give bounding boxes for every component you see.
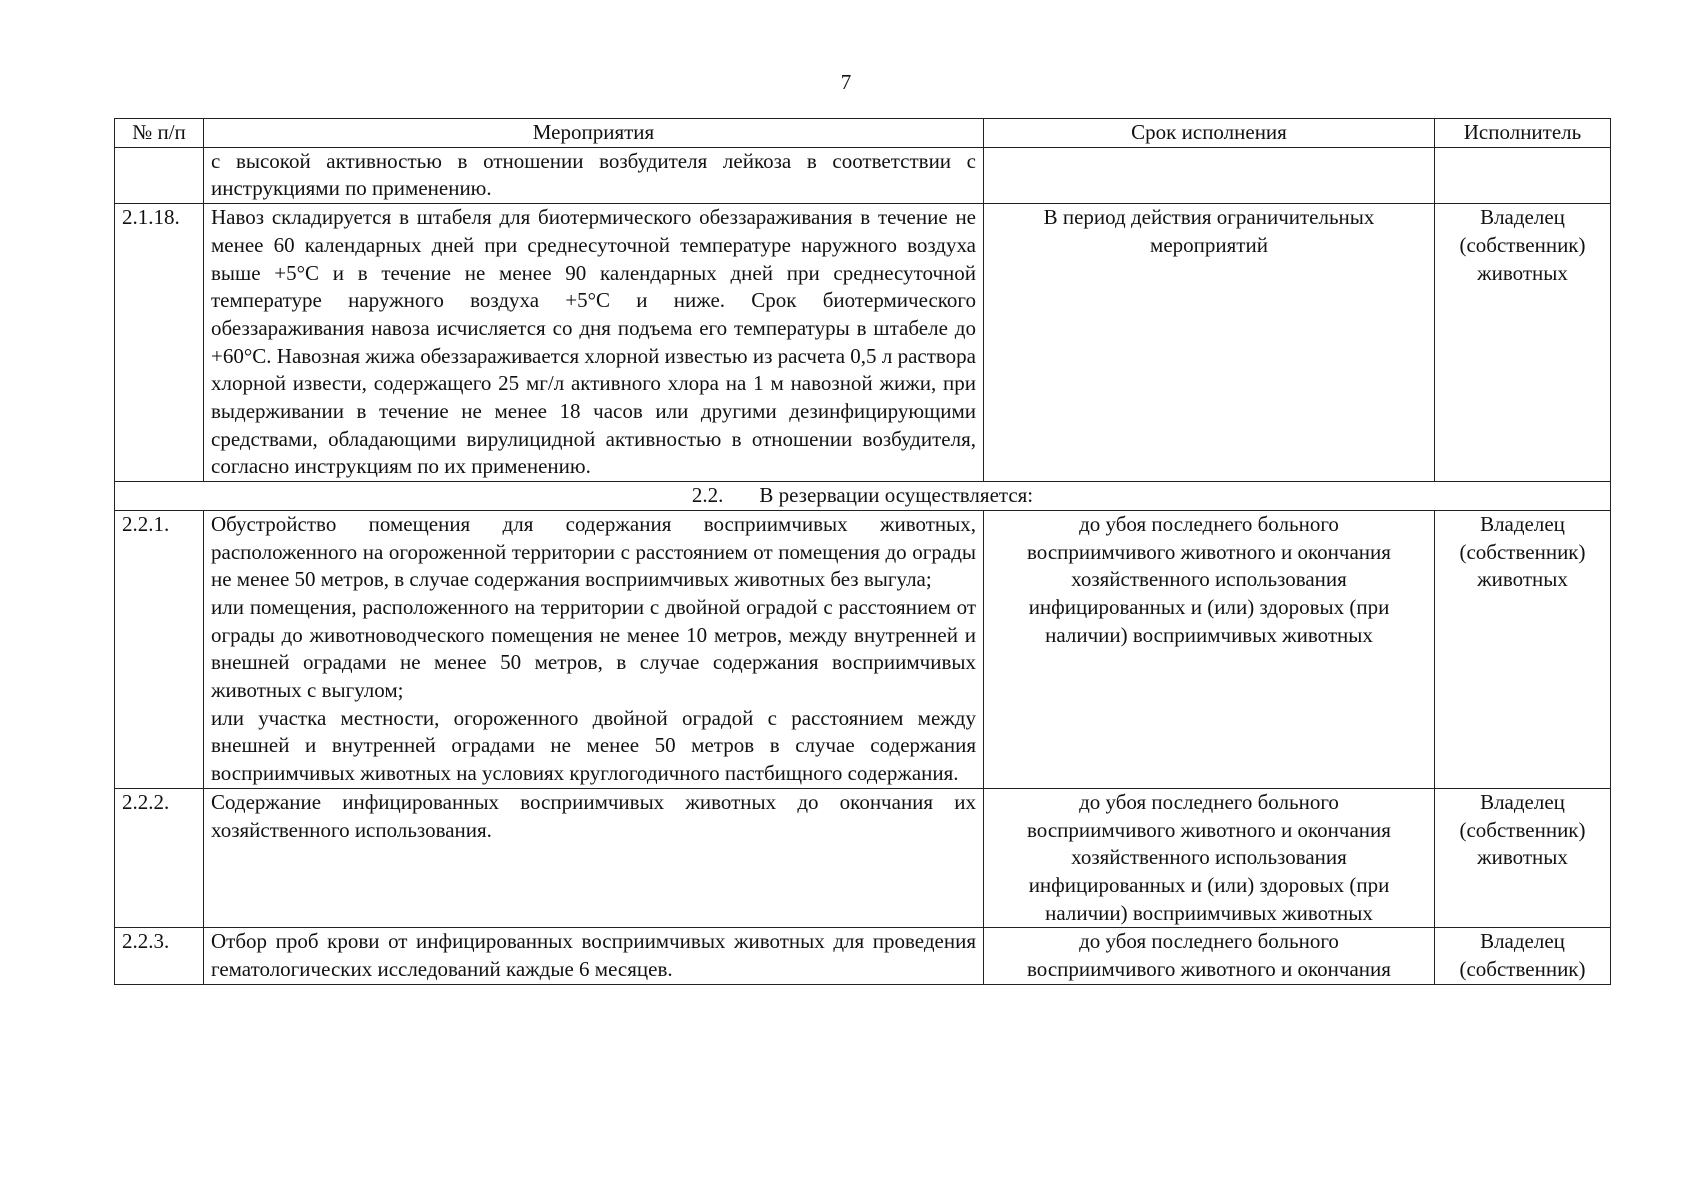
table-row bbox=[115, 928, 1611, 984]
row-activity bbox=[204, 510, 984, 788]
table-row bbox=[115, 510, 1611, 788]
executor-line: животных bbox=[1477, 260, 1568, 285]
executor-line: (собственник) bbox=[1459, 539, 1586, 564]
row-term bbox=[984, 204, 1435, 482]
row-num: 2.1.18. bbox=[115, 204, 204, 482]
executor-line: (собственник) bbox=[1459, 817, 1586, 842]
term-line: восприимчивого животного и окончания bbox=[1027, 539, 1391, 564]
activity-paragraph: или участка местности, огороженного двойной оградой с расстоянием между внешней и внутренней оградами не менее 50 метров в случае содержания восприимчивых животных на условиях круглогодичного пастбищного содержания. bbox=[211, 705, 976, 786]
row-term bbox=[984, 928, 1435, 984]
row-executor bbox=[1435, 510, 1611, 788]
term-line: наличии) восприимчивых животных bbox=[1045, 900, 1373, 925]
executor-line: Владелец bbox=[1480, 789, 1565, 814]
term-line: инфицированных и (или) здоровых (при bbox=[1028, 594, 1390, 619]
measures-table bbox=[114, 118, 1611, 985]
row-activity: Содержание инфицированных восприимчивых животных до окончания их хозяйственного использования. bbox=[204, 788, 984, 928]
executor-line: животных bbox=[1477, 845, 1568, 870]
executor-line: (собственник) bbox=[1459, 957, 1586, 982]
executor-line: Владелец bbox=[1480, 929, 1565, 954]
executor-line: Владелец bbox=[1480, 511, 1565, 536]
term-line: В период действия ограничительных bbox=[1043, 205, 1375, 230]
row-activity: Отбор проб крови от инфицированных восприимчивых животных для проведения гематологических исследований каждые 6 месяцев. bbox=[204, 928, 984, 984]
term-line: мероприятий bbox=[1150, 232, 1268, 257]
section-row bbox=[115, 482, 1611, 511]
row-term bbox=[984, 510, 1435, 788]
term-line: хозяйственного использования bbox=[1071, 567, 1347, 592]
section-heading bbox=[115, 482, 1611, 511]
row-num: 2.2.2. bbox=[115, 788, 204, 928]
term-line: восприимчивого животного и окончания bbox=[1027, 817, 1391, 842]
section-num: 2.2. bbox=[691, 483, 724, 508]
table-header-row bbox=[115, 119, 1611, 148]
header-term: Срок исполнения bbox=[984, 119, 1435, 148]
row-term-cell bbox=[984, 147, 1435, 203]
row-activity: с высокой активностью в отношении возбудителя лейкоза в соответствии с инструкциями по применению. bbox=[204, 147, 984, 203]
executor-line: Владелец bbox=[1480, 205, 1565, 230]
header-executor: Исполнитель bbox=[1435, 119, 1611, 148]
term-line: наличии) восприимчивых животных bbox=[1045, 622, 1373, 647]
term-line: до убоя последнего больного bbox=[1079, 789, 1339, 814]
row-num: 2.2.1. bbox=[115, 510, 204, 788]
activity-paragraph: Обустройство помещения для содержания восприимчивых животных, расположенного на огороженной территории с расстоянием от помещения до ограды не менее 50 метров, в случае содержания восприимчивых животных без выгула; bbox=[211, 511, 976, 592]
header-activity: Мероприятия bbox=[204, 119, 984, 148]
row-executor bbox=[1435, 788, 1611, 928]
activity-paragraph: или помещения, расположенного на территории с двойной оградой с расстоянием от ограды до животноводческого помещения не менее 10 метров, между внутренней и внешней оградами не менее 50 метров, в случае содержания восприимчивых животных с выгулом; bbox=[211, 594, 976, 703]
table-row bbox=[115, 204, 1611, 482]
row-num: 2.2.3. bbox=[115, 928, 204, 984]
header-num: № п/п bbox=[115, 119, 204, 148]
executor-line: животных bbox=[1477, 567, 1568, 592]
term-line: инфицированных и (или) здоровых (при bbox=[1028, 872, 1390, 897]
term-line: восприимчивого животного и окончания bbox=[1027, 957, 1391, 982]
table-row bbox=[115, 147, 1611, 203]
term-line: хозяйственного использования bbox=[1071, 845, 1347, 870]
term-line: до убоя последнего больного bbox=[1079, 511, 1339, 536]
row-exec-cell bbox=[1435, 147, 1611, 203]
page-number: 7 bbox=[840, 70, 852, 94]
row-executor bbox=[1435, 204, 1611, 482]
table-row bbox=[115, 788, 1611, 928]
row-num-cell bbox=[115, 147, 204, 203]
row-activity: Навоз складируется в штабеля для биотермического обеззараживания в течение не менее 60 календарных дней при среднесуточной температуре наружного воздуха выше +5°С и в течение не менее 90 календарных дней при среднесуточной температуре наружного воздуха +5°С и ниже. Срок биотермического обеззараживания навоза исчисляется со дня подъема его температуры в штабеле до +60°С. Навозная жижа обеззараживается хлорной известью из расчета 0,5 л раствора хлорной извести, содержащего 25 мг/л активного хлора на 1 м навозной жижи, при выдерживании в течение не менее 18 часов или другими дезинфицирующими средствами, обладающими вирулицидной активностью в отношении возбудителя, согласно инструкциям по их применению. bbox=[204, 204, 984, 482]
row-term bbox=[984, 788, 1435, 928]
executor-line: (собственник) bbox=[1459, 232, 1586, 257]
term-line: до убоя последнего больного bbox=[1079, 929, 1339, 954]
section-title: В резервации осуществляется: bbox=[759, 483, 1034, 508]
row-executor bbox=[1435, 928, 1611, 984]
